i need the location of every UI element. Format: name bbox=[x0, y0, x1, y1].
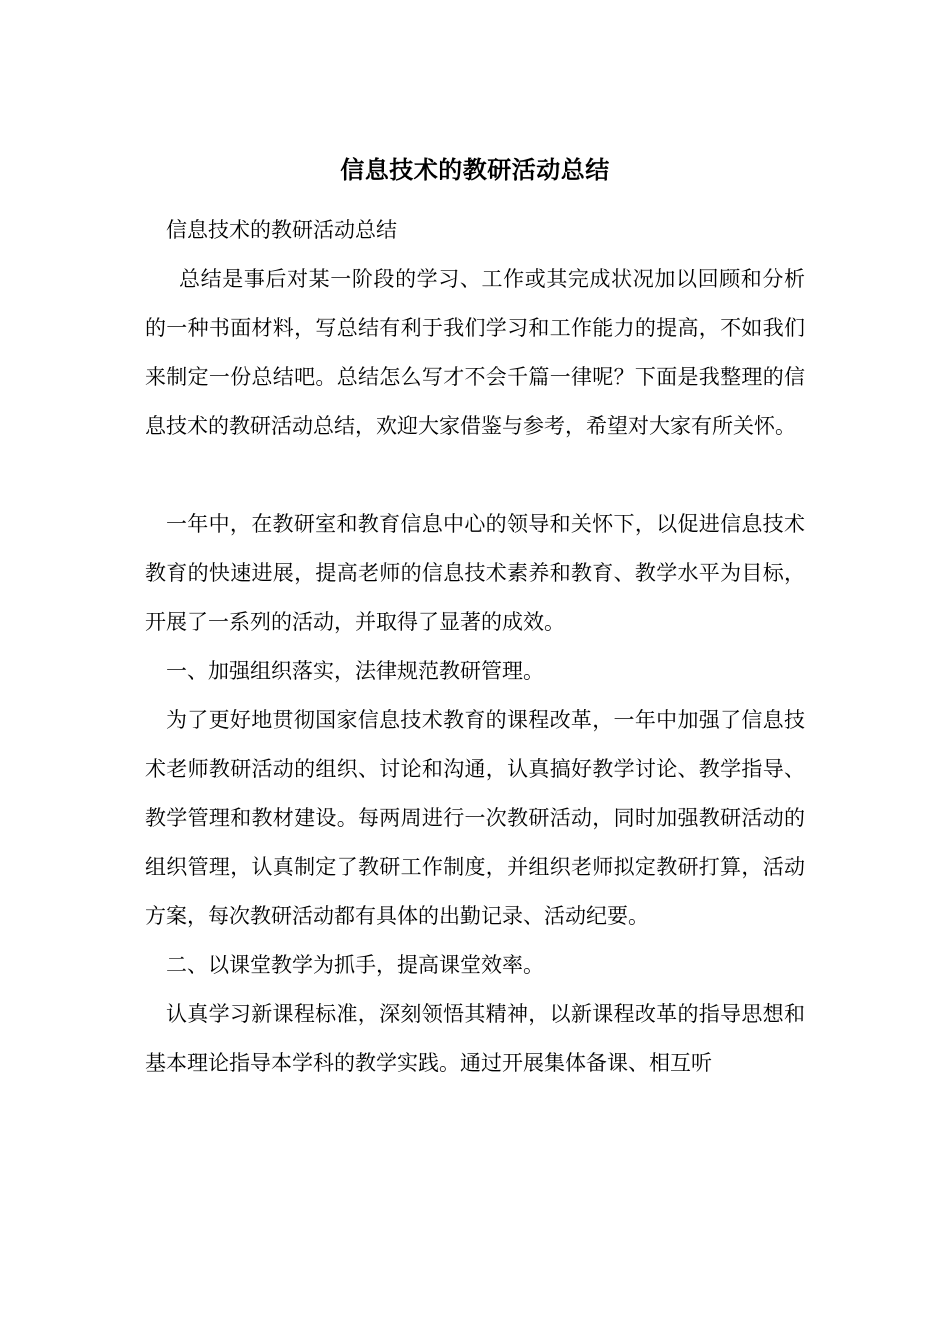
body-paragraph-2: 为了更好地贯彻国家信息技术教育的课程改革，一年中加强了信息技术老师教研活动的组织、讨论和沟通，认真搞好教学讨论、教学指导、教学管理和教材建设。每两周进行一次教研活动，同时加强教研活动的组织管理，认真制定了教研工作制度，并组织老师拟定教研打算，活动方案，每次教研活动都有具体的出勤记录、活动纪要。 bbox=[145, 708, 805, 928]
document-body bbox=[145, 206, 805, 1088]
body-paragraph-3: 认真学习新课程标准，深刻领悟其精神，以新课程改革的指导思想和基本理论指导本学科的教学实践。通过开展集体备课、相互听 bbox=[145, 1002, 805, 1075]
section-heading-1: 一、加强组织落实，法律规范教研管理。 bbox=[166, 659, 544, 683]
document-subtitle: 信息技术的教研活动总结 bbox=[166, 218, 397, 242]
body-paragraph-1: 一年中，在教研室和教育信息中心的领导和关怀下，以促进信息技术教育的快速进展，提高老师的信息技术素养和教育、教学水平为目标，开展了一系列的活动，并取得了显著的成效。 bbox=[145, 512, 805, 634]
document-title: 信息技术的教研活动总结 bbox=[340, 155, 610, 184]
section-heading-2: 二、以课堂教学为抓手，提高课堂效率。 bbox=[166, 953, 544, 977]
paragraph-spacer bbox=[145, 451, 805, 500]
intro-paragraph: 总结是事后对某一阶段的学习、工作或其完成状况加以回顾和分析的一种书面材料，写总结有利于我们学习和工作能力的提高，不如我们来制定一份总结吧。总结怎么写才不会千篇一律呢？下面是我整理的信息技术的教研活动总结，欢迎大家借鉴与参考，希望对大家有所关怀。 bbox=[145, 267, 805, 438]
